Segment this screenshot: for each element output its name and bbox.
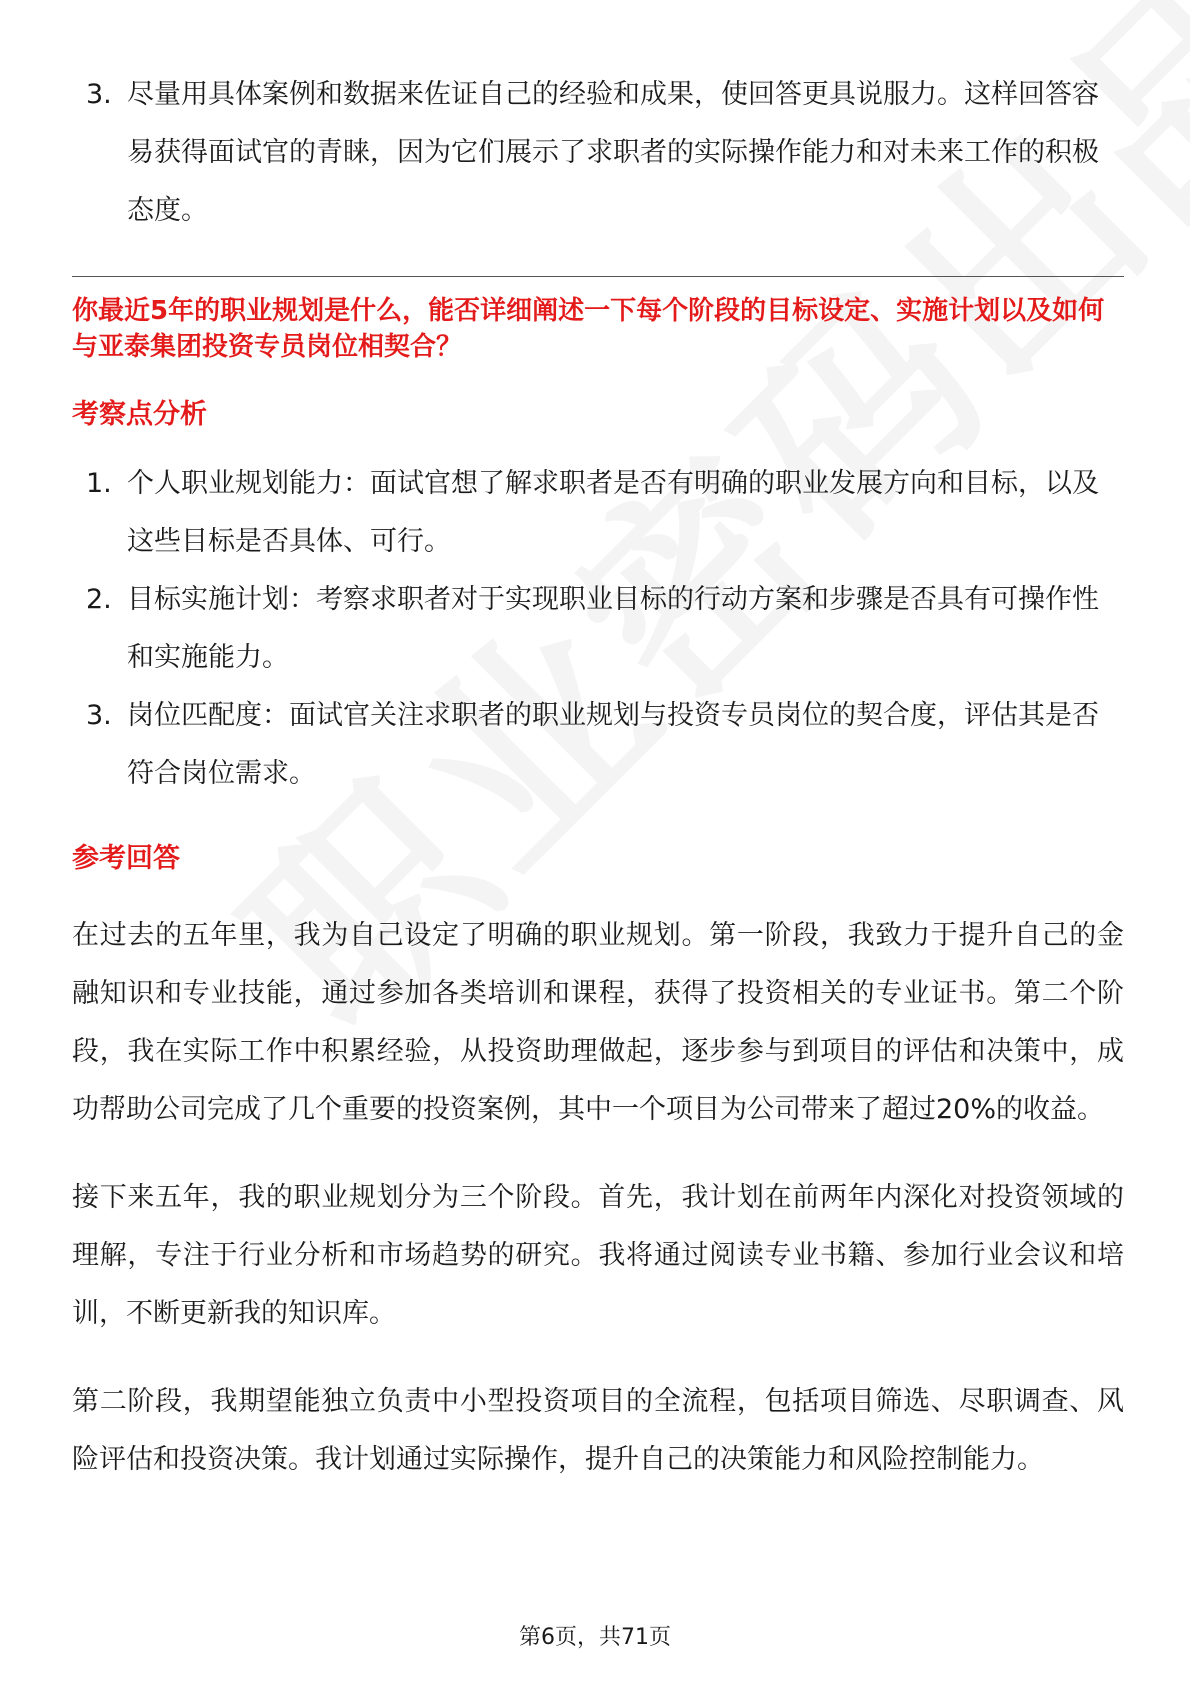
list-item <box>72 455 1124 571</box>
list-item <box>72 66 1124 240</box>
list-text: 个人职业规划能力：面试官想了解求职者是否有明确的职业发展方向和目标，以及这些目标是否具体、可行。 <box>127 468 1099 557</box>
answer-paragraph: 接下来五年，我的职业规划分为三个阶段。首先，我计划在前两年内深化对投资领域的理解，专注于行业分析和市场趋势的研究。我将通过阅读专业书籍、参加行业会议和培训，不断更新我的知识库。 <box>72 1182 1124 1329</box>
question-title: 你最近5年的职业规划是什么，能否详细阐述一下每个阶段的目标设定、实施计划以及如何与亚泰集团投资专员岗位相契合？ <box>72 296 1105 362</box>
list-item <box>72 687 1124 803</box>
section-divider <box>72 276 1124 277</box>
answer-heading: 参考回答 <box>72 843 180 874</box>
analysis-list <box>72 455 1124 803</box>
list-number: 3. <box>86 700 112 731</box>
list-item <box>72 571 1124 687</box>
list-number: 2. <box>86 584 112 615</box>
answer-paragraph: 第二阶段，我期望能独立负责中小型投资项目的全流程，包括项目筛选、尽职调查、风险评估和投资决策。我计划通过实际操作，提升自己的决策能力和风险控制能力。 <box>72 1386 1124 1475</box>
list-text: 尽量用具体案例和数据来佐证自己的经验和成果，使回答更具说服力。这样回答容易获得面试官的青睐，因为它们展示了求职者的实际操作能力和对未来工作的积极态度。 <box>127 79 1099 226</box>
page-footer: 第6页，共71页 <box>519 1625 671 1650</box>
list-number: 1. <box>86 468 112 499</box>
intro-list <box>72 66 1124 240</box>
analysis-heading: 考察点分析 <box>72 399 207 430</box>
list-text: 岗位匹配度：面试官关注求职者的职业规划与投资专员岗位的契合度，评估其是否符合岗位需求。 <box>127 700 1099 789</box>
list-number: 3. <box>86 79 112 110</box>
page-content <box>72 66 1124 1519</box>
list-text: 目标实施计划：考察求职者对于实现职业目标的行动方案和步骤是否具有可操作性和实施能力。 <box>127 584 1099 673</box>
answer-paragraph: 在过去的五年里，我为自己设定了明确的职业规划。第一阶段，我致力于提升自己的金融知识和专业技能，通过参加各类培训和课程，获得了投资相关的专业证书。第二个阶段，我在实际工作中积累经验，从投资助理做起，逐步参与到项目的评估和决策中，成功帮助公司完成了几个重要的投资案例，其中一个项目为公司带来了超过20%的收益。 <box>72 920 1124 1125</box>
